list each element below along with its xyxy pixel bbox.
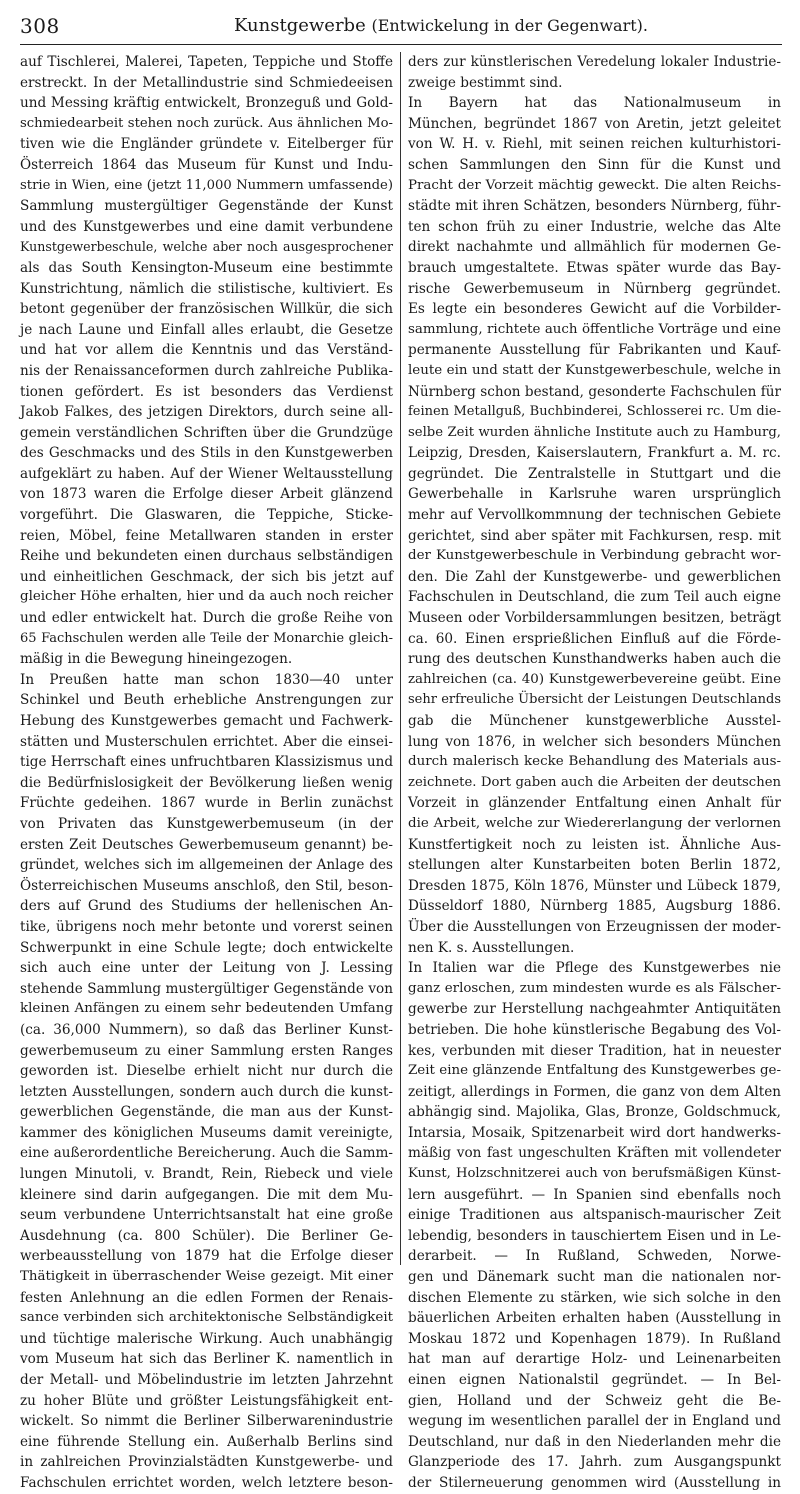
text-line: Vorzeit in glänzender Entfaltung einen Anhalt für [408,795,781,812]
text-line: zeichnete. Dort gaben auch die Arbeiten der deutschen [408,774,781,790]
text-line: direkt nachahmte und allmählich für modernen Ge- [408,239,781,256]
text-line: sance verbinden sich architektonische Selbständigkeit [20,1310,393,1326]
text-line: einige Traditionen aus altspanisch-maurischer Zeit [408,1207,781,1224]
text-line: ganz erloschen, zum mindesten wurde es als Fälscher- [408,980,781,996]
text-line: permanente Ausstellung für Fabrikanten und Kauf- [408,342,781,359]
text-line: kammer des königlichen Museums damit vereinigte, [20,1124,393,1141]
text-line: (ca. 36,000 Nummern), so daß das Berliner Kunst- [20,1021,393,1038]
text-line: ca. 60. Einen ersprießlichen Einfluß auf die Förde- [408,630,781,647]
text-line: eine führende Stellung ein. Außerhalb Berlins sind [20,1433,393,1450]
text-line: brauch umgestaltete. Etwas später wurde das Bay- [408,259,781,276]
text-line: dischen Elemente zu stärken, wie sich solche in den [408,1289,781,1306]
text-line: mäßig von fast ungeschulten Kräften mit vollendeter [408,1145,781,1162]
text-line: geworden ist. Dieselbe erhielt nicht nur durch die [20,1063,393,1080]
text-line: seum verbundene Unterrichtsanstalt hat eine große [20,1207,393,1224]
text-line: Gewerbehalle in Karlsruhe waren ursprünglich [408,486,781,503]
text-line: Museen oder Vorbildersammlungen besitzen, beträgt [408,610,781,627]
text-line: gemein verständlichen Schriften über die Grundzüge [20,424,393,441]
text-line: Pracht der Vorzeit mächtig geweckt. Die alten Reichs- [408,177,781,193]
text-line: von Privaten das Kunstgewerbemuseum (in der [20,815,393,832]
text-line: selbe Zeit wurden ähnliche Institute auch zu Hamburg, [408,424,781,440]
text-line: Früchte gedeihen. 1867 wurde in Berlin zunächst [20,795,393,812]
text-line: leute ein und statt der Kunstgewerbeschule, welche in [408,362,781,378]
text-line: feinen Metallguß, Buchbinderei, Schlosserei rc. Um die- [408,404,781,420]
text-line: gab die Münchener kunstgewerbliche Ausstel- [408,713,781,729]
text-line: gleicher Höhe erhalten, hier und da auch noch reicher [20,589,393,605]
text-line: Zeit eine glänzende Entfaltung des Kunstgewerbes ge- [408,1063,781,1079]
text-line: der Kunstgewerbeschule in Verbindung gebracht wor- [408,548,781,564]
text-line: Kunstfertigkeit noch zu leisten ist. Ähnliche Aus- [408,836,781,853]
text-line: Fachschulen errichtet worden, welch letztere beson- [20,1474,393,1491]
text-line: die Bedürfnislosigkeit der Bevölkerung ließen wenig [20,774,393,791]
text-line: als das South Kensington-Museum eine bestimmte [20,259,393,276]
text-line: eine außerordentliche Bereicherung. Auch die Samm- [20,1145,393,1162]
text-line: die Arbeit, welche zur Wiedererlangung der verlornen [408,815,781,831]
text-line: durch malerisch keckе Behandlung des Materials aus- [408,754,781,770]
text-line: schmiedearbeit stehen noch zurück. Aus ähnlichen Mo- [20,115,393,131]
text-line: Österreichischen Museums anschloß, den Stil, beson- [20,877,393,894]
text-line: ersten Zeit Deutsches Gewerbemuseum genannt) be- [20,836,393,853]
text-line: Moskau 1872 und Kopenhagen 1879). In Rußland [408,1330,781,1347]
text-line: sich auch eine unter der Leitung von J. Lessing [20,960,393,977]
text-line: zahlreichen (ca. 40) Kunstgewerbevereine geübt. Eine [408,671,781,687]
text-line: vom Museum hat sich das Berliner K. namentlich in [20,1351,393,1368]
text-line: nen K. s. Ausstellungen. [408,939,575,956]
text-line: und einheitlichen Geschmack, der sich bis jetzt auf [20,568,393,585]
text-line: zu hoher Blüte und größter Leistungsfähigkeit ent- [20,1392,393,1409]
text-line: kes, verbunden mit dieser Tradition, hat in neuester [408,1042,781,1059]
text-line: festen Anlehnung an die edlen Formen der Renais- [20,1289,393,1306]
text-line: derarbeit. — In Rußland, Schweden, Norwe- [408,1248,781,1265]
text-line: der Stilerneuerung genommen wird (Ausstellung in [408,1474,781,1491]
text-line: Deutschland, nur daß in den Niederlanden mehr die [408,1433,781,1450]
text-line: Reihe und bekundeten einen durchaus selbständigen [20,548,393,565]
text-line: schen Sammlungen den Sinn für die Kunst und [408,156,781,173]
text-line: In Bayern hat das Nationalmuseum in [408,95,781,112]
text-line: München, begründet 1867 von Aretin, jetzt geleitet [408,115,781,132]
text-line: In Preußen hatte man schon 1830—40 unter [20,671,393,688]
text-line: ders zur künstlerischen Veredelung lokaler Industrie- [408,54,781,70]
text-line: Schwerpunkt in eine Schule legte; doch entwickelte [20,939,393,956]
text-line: mehr auf Vervollkommnung der technischen Gebiete [408,507,781,524]
text-line: stätten und Musterschulen errichtet. Aber die einsei- [20,733,393,750]
text-line: aufgeklärt zu haben. Auf der Wiener Weltausstellung [20,465,393,482]
text-line: tike, übrigens noch mehr betonte und vorerst seinen [20,918,393,935]
text-line: nis der Renaissanceformen durch zahlreiche Publika- [20,362,393,379]
text-line: gewerbe zur Herstellung nachgeahmter Antiquitäten [408,1001,781,1018]
text-line: von 1873 waren die Erfolge dieser Arbeit glänzend [20,486,393,503]
left-column [20,52,394,1491]
text-line: kleinen Anfängen zu einem sehr bedeutenden Umfang [20,1001,393,1017]
text-line: in zahlreichen Provinzialstädten Kunstgewerbe- und [20,1454,393,1471]
text-line: lung von 1876, in welcher sich besonders München [408,733,781,750]
text-line: betrieben. Die hohe künstlerische Begabung des Vol- [408,1021,781,1038]
text-line: hat man auf derartige Holz- und Leinenarbeiten [408,1351,781,1368]
text-line: Hebung des Kunstgewerbes gemacht und Fachwerk- [20,713,393,729]
text-line: gen und Dänemark sucht man die nationalen nor- [408,1269,781,1286]
text-line: letzten Ausstellungen, sondern auch durch die kunst- [20,1083,393,1100]
text-line: Dresden 1875, Köln 1876, Münster und Lübeck 1879, [408,877,781,894]
text-line: bäuerlichen Arbeiten erhalten haben (Ausstellung in [408,1310,781,1327]
text-line: und Messing kräftig entwickelt, Bronzeguß und Gold- [20,95,393,112]
text-line: gien, Holland und der Schweiz geht die Be- [408,1392,781,1409]
text-line: mäßig in die Bewegung hineingezogen. [20,651,293,668]
text-line: vorgeführt. Die Glaswaren, die Teppiche, Sticke- [20,507,393,524]
running-head-subtitle: (Entwickelung in der Gegenwart). [371,16,648,35]
text-line: zweige bestimmt sind. [408,74,563,91]
text-line: Thätigkeit in überraschender Weise gezeigt. Mit einer [20,1269,393,1285]
text-line: erstreckt. In der Metallindustrie sind Schmiedeeisen [20,74,393,91]
text-line: auf Tischlerei, Malerei, Tapeten, Teppiche und Stoffe [20,54,393,70]
text-line: gerichtet, sind aber später mit Fachkursen, resp. mit [408,527,781,544]
text-line: Glanzperiode des 17. Jahrh. zum Ausgangspunkt [408,1454,781,1471]
text-line: lungen Minutoli, v. Brandt, Rein, Riebeck und viele [20,1166,393,1183]
text-line: lern ausgeführt. — In Spanien sind ebenfalls noch [408,1186,781,1203]
text-line: gründet, welches sich im allgemeinen der Anlage des [20,857,393,874]
text-line: und hat vor allem die Kenntnis und das Verständ- [20,342,393,359]
text-line: Schinkel und Beuth erhebliche Anstrengungen zur [20,692,393,709]
text-line: Düsseldorf 1880, Nürnberg 1885, Augsburg 1886. [408,898,781,915]
text-line: lebendig, besonders in tauschiertem Eisen und in Le- [408,1227,781,1244]
text-line: Es legte ein besonderes Gewicht auf die Vorbilder- [408,301,781,318]
text-line: abhängig sind. Majolika, Glas, Bronze, Goldschmuck, [408,1104,781,1121]
text-line: 65 Fachschulen werden alle Teile der Monarchie gleich- [20,630,393,646]
text-line: ders auf Grund des Studiums der hellenischen An- [20,898,393,915]
running-head-title: Kunstgewerbe [234,15,366,36]
text-line: Kunstgewerbeschule, welche aber noch ausgesprochener [20,239,393,255]
text-line: Kunst, Holzschnitzerei auch von berufsmäßigen Künst- [408,1166,781,1182]
running-head [20,15,782,36]
text-line: rische Gewerbemuseum in Nürnberg gegründet. [408,280,781,297]
text-line: je nach Laune und Einfall alles erlaubt, die Gesetze [20,321,393,338]
text-line: Fachschulen in Deutschland, die zum Teil auch eigne [408,589,781,606]
text-line: Jakob Falkes, des jetzigen Direktors, durch seine all- [20,404,393,421]
text-line: sehr erfreuliche Übersicht der Leistungen Deutschlands [408,692,781,708]
text-line: und edler entwickelt hat. Durch die große Reihe von [20,610,393,627]
text-line: städte mit ihren Schätzen, besonders Nürnberg, führ- [408,198,781,215]
text-line: sammlung, richtete auch öffentliche Vorträge und eine [408,321,781,337]
text-line: gegründet. Die Zentralstelle in Stuttgart und die [408,465,781,482]
text-line: Intarsia, Mosaik, Spitzenarbeit wird dort handwerks- [408,1124,781,1141]
text-line: Kunstrichtung, nämlich die stilistische, kultiviert. Es [20,280,393,297]
text-line: von W. H. v. Riehl, mit seinen reichen kulturhistori- [408,136,781,153]
text-line: Ausdehnung (ca. 800 Schüler). Die Berliner Ge- [20,1227,393,1244]
text-line: der Metall- und Möbelindustrie im letzten Jahrzehnt [20,1372,393,1388]
text-line: wickelt. So nimmt die Berliner Silberwarenindustrie [20,1413,393,1430]
text-line: tiven wie die Engländer gründete v. Eitelberger für [20,136,393,153]
text-line: ten schon früh zu einer Industrie, welche das Alte [408,218,781,235]
text-line: tionen gefördert. Es ist besonders das Verdienst [20,383,393,400]
text-line: gewerbemuseum zu einer Sammlung ersten Ranges [20,1042,393,1059]
text-line: Leipzig, Dresden, Kaiserslautern, Frankfurt a. M. rc. [408,445,781,462]
text-line: Österreich 1864 das Museum für Kunst und Indu- [20,156,393,173]
text-line: und des Kunstgewerbes und eine damit verbundene [20,218,393,235]
text-line: betont gegenüber der französischen Willkür, die sich [20,301,393,318]
right-column [408,52,781,1491]
text-line: werbeausstellung von 1879 hat die Erfolge dieser [20,1248,393,1265]
text-line: des Geschmacks und des Stils in den Kunstgewerben [20,445,393,462]
page-number: 308 [20,14,60,38]
column-divider [400,52,401,1265]
text-line: strie in Wien, eine (jetzt 11,000 Nummern umfassende) [20,177,393,193]
document-page [20,12,782,1491]
text-line: einen eignen Nationalstil gegründet. — In Bel- [408,1372,781,1388]
text-line: Über die Ausstellungen von Erzeugnissen der moder- [408,918,781,935]
text-line: stehende Sammlung mustergültiger Gegenstände von [20,980,393,997]
text-line: gewerblichen Gegenstände, die man aus der Kunst- [20,1104,393,1121]
text-line: rung des deutschen Kunsthandwerks haben auch die [408,651,781,668]
text-line: tige Herrschaft eines unfruchtbaren Klassizismus und [20,754,394,771]
text-line: wegung im wesentlichen parallel der in England und [408,1413,781,1430]
text-line: und tüchtige malerische Wirkung. Auch unabhängig [20,1330,393,1347]
text-line: zeitigt, allerdings in Formen, die ganz von dem Alten [408,1083,781,1100]
text-line: kleinere sind darin aufgegangen. Die mit dem Mu- [20,1186,393,1203]
text-line: stellungen alter Kunstarbeiten boten Berlin 1872, [408,857,781,874]
text-line: den. Die Zahl der Kunstgewerbe- und gewerblichen [408,568,781,585]
text-line: In Italien war die Pflege des Kunstgewerbes nie [408,960,781,977]
text-line: Sammlung mustergültiger Gegenstände der Kunst [20,198,393,215]
text-line: Nürnberg schon bestand, gesonderte Fachschulen für [408,383,781,400]
page-header [20,12,782,45]
text-line: reien, Möbel, feine Metallwaren standen in erster [20,527,393,544]
text-columns [20,52,782,1491]
